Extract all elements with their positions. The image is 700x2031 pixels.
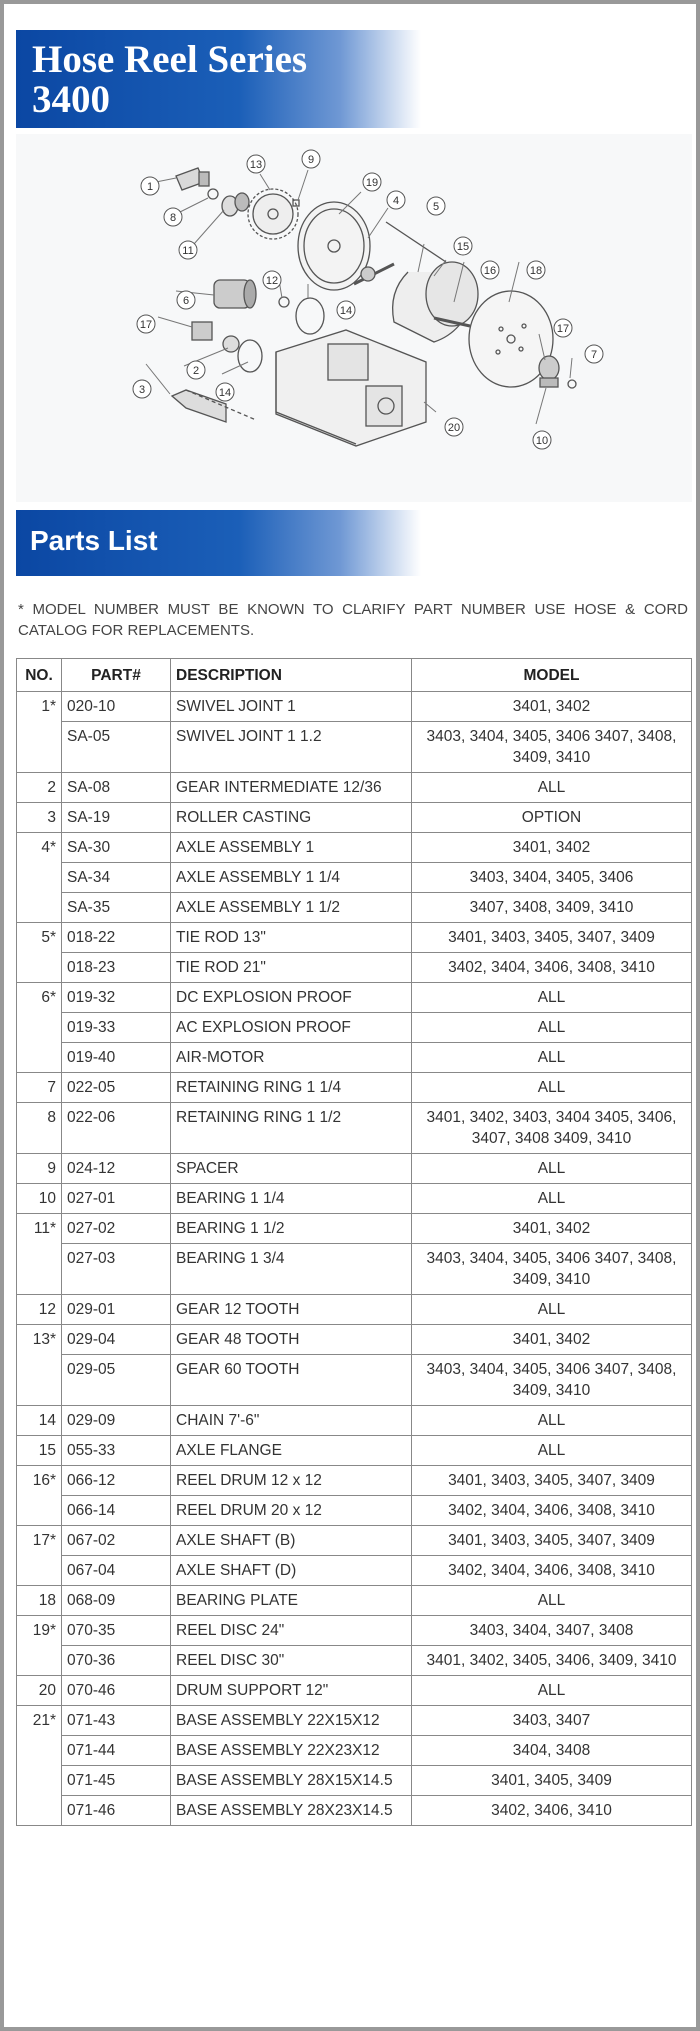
svg-text:6: 6	[182, 295, 190, 307]
cell-model: ALL	[412, 1154, 692, 1184]
table-row	[17, 923, 692, 953]
cell-no: 14	[17, 1406, 62, 1436]
cell-model: 3403, 3404, 3405, 3406 3407, 3408, 3409, 3410	[412, 1355, 692, 1406]
cell-part: 070-36	[62, 1646, 171, 1676]
title-line-2: 3400	[32, 78, 110, 121]
cell-model: ALL	[412, 773, 692, 803]
table-row	[17, 1766, 692, 1796]
hose-reel-drawing	[16, 134, 692, 502]
cell-part: 068-09	[62, 1586, 171, 1616]
cell-part: 019-32	[62, 983, 171, 1013]
col-part: PART#	[62, 659, 171, 692]
cell-part: 055-33	[62, 1436, 171, 1466]
title-banner	[16, 30, 421, 128]
cell-model: 3401, 3402, 3405, 3406, 3409, 3410	[412, 1646, 692, 1676]
cell-part: 027-02	[62, 1214, 171, 1244]
svg-text:10: 10	[535, 435, 549, 447]
svg-text:13: 13	[249, 159, 263, 171]
svg-text:14: 14	[339, 305, 353, 317]
table-row	[17, 953, 692, 983]
cell-part: 019-33	[62, 1013, 171, 1043]
parts-table	[16, 658, 692, 1826]
cell-model: ALL	[412, 1586, 692, 1616]
cell-description: REEL DISC 30"	[171, 1646, 412, 1676]
cell-no: 4*	[17, 833, 62, 923]
cell-description: AXLE ASSEMBLY 1 1/4	[171, 863, 412, 893]
table-row	[17, 1013, 692, 1043]
table-row	[17, 1676, 692, 1706]
cell-model: ALL	[412, 983, 692, 1013]
cell-model: 3401, 3402	[412, 1325, 692, 1355]
svg-text:17: 17	[139, 319, 153, 331]
cell-no: 19*	[17, 1616, 62, 1676]
cell-description: REEL DISC 24"	[171, 1616, 412, 1646]
cell-part: 019-40	[62, 1043, 171, 1073]
cell-model: 3401, 3403, 3405, 3407, 3409	[412, 1466, 692, 1496]
cell-model: 3402, 3404, 3406, 3408, 3410	[412, 1556, 692, 1586]
cell-description: RETAINING RING 1 1/2	[171, 1103, 412, 1154]
cell-description: SWIVEL JOINT 1	[171, 692, 412, 722]
cell-no: 3	[17, 803, 62, 833]
cell-model: 3403, 3404, 3405, 3406	[412, 863, 692, 893]
cell-model: 3407, 3408, 3409, 3410	[412, 893, 692, 923]
cell-model: 3402, 3404, 3406, 3408, 3410	[412, 953, 692, 983]
cell-no: 9	[17, 1154, 62, 1184]
cell-no: 11*	[17, 1214, 62, 1295]
callout-3	[133, 380, 151, 398]
table-row	[17, 1436, 692, 1466]
cell-description: AC EXPLOSION PROOF	[171, 1013, 412, 1043]
callout-11	[179, 241, 197, 259]
title-line-1: Hose Reel Series	[32, 38, 308, 81]
svg-text:7: 7	[590, 349, 598, 361]
svg-text:12: 12	[265, 275, 279, 287]
table-row	[17, 803, 692, 833]
cell-part: 022-06	[62, 1103, 171, 1154]
table-row	[17, 1103, 692, 1154]
table-header-row	[17, 659, 692, 692]
cell-description: AXLE ASSEMBLY 1	[171, 833, 412, 863]
cell-part: 029-04	[62, 1325, 171, 1355]
exploded-diagram	[16, 134, 692, 502]
svg-text:15: 15	[456, 241, 470, 253]
cell-model: 3401, 3402	[412, 1214, 692, 1244]
table-row	[17, 1073, 692, 1103]
cell-model: ALL	[412, 1013, 692, 1043]
callout-1	[141, 177, 159, 195]
callout-5	[427, 197, 445, 215]
table-row	[17, 1295, 692, 1325]
cell-description: AXLE ASSEMBLY 1 1/2	[171, 893, 412, 923]
cell-part: 029-05	[62, 1355, 171, 1406]
cell-part: 067-02	[62, 1526, 171, 1556]
cell-model: ALL	[412, 1436, 692, 1466]
cell-description: GEAR 60 TOOTH	[171, 1355, 412, 1406]
cell-part: 066-14	[62, 1496, 171, 1526]
table-row	[17, 1406, 692, 1436]
cell-model: 3402, 3404, 3406, 3408, 3410	[412, 1496, 692, 1526]
cell-model: 3403, 3404, 3407, 3408	[412, 1616, 692, 1646]
cell-description: BASE ASSEMBLY 28X23X14.5	[171, 1796, 412, 1826]
callout-8	[164, 208, 182, 226]
cell-description: BASE ASSEMBLY 22X15X12	[171, 1706, 412, 1736]
cell-no: 18	[17, 1586, 62, 1616]
table-row	[17, 833, 692, 863]
parts-list-banner	[16, 510, 421, 576]
cell-description: GEAR INTERMEDIATE 12/36	[171, 773, 412, 803]
svg-text:1: 1	[146, 181, 154, 193]
table-row	[17, 983, 692, 1013]
col-no: NO.	[17, 659, 62, 692]
cell-part: 071-46	[62, 1796, 171, 1826]
cell-model: 3403, 3404, 3405, 3406 3407, 3408, 3409, 3410	[412, 722, 692, 773]
table-row	[17, 1244, 692, 1295]
table-row	[17, 1616, 692, 1646]
cell-part: 070-46	[62, 1676, 171, 1706]
callout-4	[387, 191, 405, 209]
cell-model: OPTION	[412, 803, 692, 833]
table-row	[17, 1526, 692, 1556]
cell-description: AIR-MOTOR	[171, 1043, 412, 1073]
cell-part: SA-05	[62, 722, 171, 773]
cell-part: 071-43	[62, 1706, 171, 1736]
cell-model: 3401, 3403, 3405, 3407, 3409	[412, 923, 692, 953]
table-row	[17, 1496, 692, 1526]
table-row	[17, 893, 692, 923]
cell-model: 3401, 3403, 3405, 3407, 3409	[412, 1526, 692, 1556]
cell-description: AXLE FLANGE	[171, 1436, 412, 1466]
cell-part: 018-22	[62, 923, 171, 953]
svg-text:3: 3	[138, 384, 146, 396]
cell-part: 022-05	[62, 1073, 171, 1103]
table-row	[17, 1214, 692, 1244]
cell-description: SWIVEL JOINT 1 1.2	[171, 722, 412, 773]
svg-text:9: 9	[307, 154, 315, 166]
cell-part: 018-23	[62, 953, 171, 983]
svg-text:17: 17	[556, 323, 570, 335]
cell-description: TIE ROD 21"	[171, 953, 412, 983]
cell-no: 10	[17, 1184, 62, 1214]
cell-part: 067-04	[62, 1556, 171, 1586]
cell-part: 066-12	[62, 1466, 171, 1496]
cell-description: BEARING PLATE	[171, 1586, 412, 1616]
cell-part: 027-01	[62, 1184, 171, 1214]
svg-text:11: 11	[182, 245, 194, 257]
table-row	[17, 1556, 692, 1586]
cell-model: ALL	[412, 1073, 692, 1103]
svg-text:2: 2	[192, 365, 200, 377]
cell-description: DRUM SUPPORT 12"	[171, 1676, 412, 1706]
cell-no: 5*	[17, 923, 62, 983]
cell-no: 20	[17, 1676, 62, 1706]
table-row	[17, 863, 692, 893]
callout-17	[481, 261, 499, 279]
cell-description: BEARING 1 1/2	[171, 1214, 412, 1244]
cell-part: 029-01	[62, 1295, 171, 1325]
cell-part: SA-35	[62, 893, 171, 923]
cell-part: 027-03	[62, 1244, 171, 1295]
table-row	[17, 1796, 692, 1826]
cell-model: ALL	[412, 1184, 692, 1214]
cell-description: BASE ASSEMBLY 28X15X14.5	[171, 1766, 412, 1796]
svg-text:14: 14	[218, 387, 232, 399]
svg-text:18: 18	[529, 265, 543, 277]
cell-description: AXLE SHAFT (B)	[171, 1526, 412, 1556]
cell-no: 15	[17, 1436, 62, 1466]
cell-description: BASE ASSEMBLY 22X23X12	[171, 1736, 412, 1766]
callout-14-upper	[337, 301, 355, 319]
cell-model: ALL	[412, 1043, 692, 1073]
callout-10	[533, 431, 551, 449]
cell-description: BEARING 1 3/4	[171, 1244, 412, 1295]
cell-no: 13*	[17, 1325, 62, 1406]
cell-model: 3404, 3408	[412, 1736, 692, 1766]
cell-part: SA-08	[62, 773, 171, 803]
cell-description: SPACER	[171, 1154, 412, 1184]
cell-part: SA-34	[62, 863, 171, 893]
svg-text:19: 19	[365, 177, 379, 189]
svg-text:5: 5	[432, 201, 440, 213]
cell-model: 3401, 3405, 3409	[412, 1766, 692, 1796]
cell-model: 3401, 3402, 3403, 3404 3405, 3406, 3407, 3408 3409, 3410	[412, 1103, 692, 1154]
table-row	[17, 1466, 692, 1496]
cell-description: BEARING 1 1/4	[171, 1184, 412, 1214]
cell-part: 070-35	[62, 1616, 171, 1646]
cell-no: 7	[17, 1073, 62, 1103]
cell-description: ROLLER CASTING	[171, 803, 412, 833]
callout-14-lower	[216, 383, 234, 401]
cell-model: ALL	[412, 1406, 692, 1436]
callout-2	[187, 361, 205, 379]
cell-description: AXLE SHAFT (D)	[171, 1556, 412, 1586]
table-row	[17, 692, 692, 722]
callout-6	[177, 291, 195, 309]
svg-text:16: 16	[483, 265, 497, 277]
cell-no: 16*	[17, 1466, 62, 1526]
callout-21	[445, 418, 463, 436]
table-row	[17, 722, 692, 773]
callout-16	[454, 237, 472, 255]
table-row	[17, 1043, 692, 1073]
table-row	[17, 1184, 692, 1214]
cell-description: RETAINING RING 1 1/4	[171, 1073, 412, 1103]
cell-part: 071-45	[62, 1766, 171, 1796]
callout-7	[585, 345, 603, 363]
col-model: MODEL	[412, 659, 692, 692]
cell-model: ALL	[412, 1676, 692, 1706]
table-row	[17, 773, 692, 803]
cell-model: 3403, 3404, 3405, 3406 3407, 3408, 3409, 3410	[412, 1244, 692, 1295]
callout-9	[302, 150, 320, 168]
callout-20	[363, 173, 381, 191]
cell-model: 3402, 3406, 3410	[412, 1796, 692, 1826]
cell-description: DC EXPLOSION PROOF	[171, 983, 412, 1013]
cell-no: 6*	[17, 983, 62, 1073]
table-row	[17, 1706, 692, 1736]
svg-text:4: 4	[392, 195, 400, 207]
cell-part: SA-30	[62, 833, 171, 863]
callout-19	[527, 261, 545, 279]
cell-model: 3401, 3402	[412, 692, 692, 722]
cell-description: GEAR 12 TOOTH	[171, 1295, 412, 1325]
page-title	[32, 40, 307, 120]
parts-list-title: Parts List	[30, 525, 158, 556]
model-note: * MODEL NUMBER MUST BE KNOWN TO CLARIFY PART NUMBER USE HOSE & CORD CATALOG FOR REPLACEMENTS.	[18, 601, 688, 639]
parts-table-body	[17, 692, 692, 1826]
cell-no: 12	[17, 1295, 62, 1325]
cell-description: GEAR 48 TOOTH	[171, 1325, 412, 1355]
col-description: DESCRIPTION	[171, 659, 412, 692]
cell-no: 8	[17, 1103, 62, 1154]
table-row	[17, 1736, 692, 1766]
table-row	[17, 1586, 692, 1616]
table-row	[17, 1154, 692, 1184]
cell-no: 17*	[17, 1526, 62, 1586]
svg-text:8: 8	[169, 212, 177, 224]
cell-description: TIE ROD 13"	[171, 923, 412, 953]
svg-text:20: 20	[447, 422, 461, 434]
cell-part: 024-12	[62, 1154, 171, 1184]
callout-18	[137, 315, 155, 333]
cell-description: REEL DRUM 20 x 12	[171, 1496, 412, 1526]
callout-13	[247, 155, 265, 173]
cell-model: 3401, 3402	[412, 833, 692, 863]
callout-12	[263, 271, 281, 289]
cell-model: ALL	[412, 1295, 692, 1325]
cell-description: REEL DRUM 12 x 12	[171, 1466, 412, 1496]
cell-no: 1*	[17, 692, 62, 773]
cell-description: CHAIN 7'-6"	[171, 1406, 412, 1436]
cell-no: 2	[17, 773, 62, 803]
cell-part: SA-19	[62, 803, 171, 833]
cell-part: 020-10	[62, 692, 171, 722]
table-row	[17, 1646, 692, 1676]
cell-part: 029-09	[62, 1406, 171, 1436]
callout-15	[554, 319, 572, 337]
cell-model: 3403, 3407	[412, 1706, 692, 1736]
cell-no: 21*	[17, 1706, 62, 1826]
cell-part: 071-44	[62, 1736, 171, 1766]
table-row	[17, 1355, 692, 1406]
table-row	[17, 1325, 692, 1355]
